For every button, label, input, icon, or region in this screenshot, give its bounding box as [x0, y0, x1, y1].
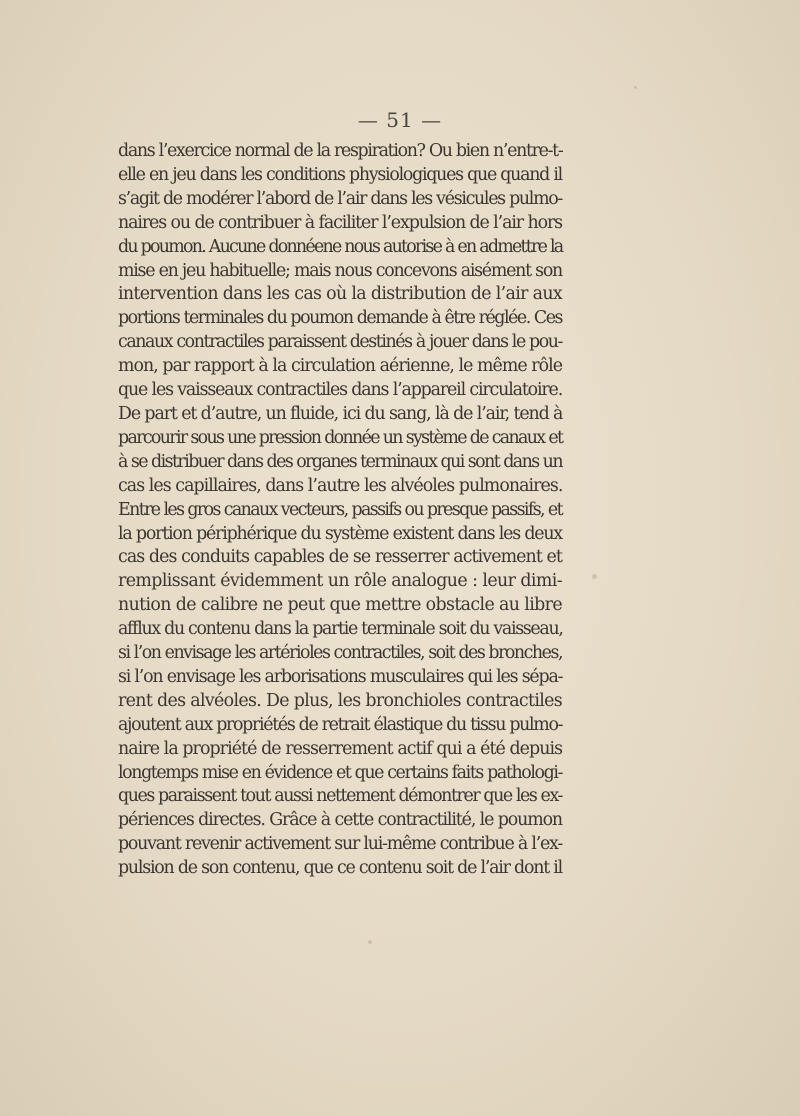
text-line: cas des conduits capables de se resserrer activement et: [118, 547, 562, 568]
text-line: ajoutent aux propriétés de retrait élastique du tissu pulmo-: [118, 714, 563, 735]
text-line: portions terminales du poumon demande à être réglée. Ces: [118, 308, 562, 329]
text-line: à se distribuer dans des organes terminaux qui sont dans un: [118, 451, 562, 472]
paper-stain: [368, 940, 372, 944]
body-text: [118, 140, 562, 881]
text-line: si l’on envisage les artérioles contractiles, soit des bronches,: [118, 643, 562, 664]
text-line: naires ou de contribuer à faciliter l’expulsion de l’air hors: [118, 212, 562, 233]
text-line: pulsion de son contenu, que ce contenu soit de l’air dont il: [118, 858, 562, 879]
text-line: que les vaisseaux contractiles dans l’appareil circulatoire.: [118, 380, 563, 401]
text-line: périences directes. Grâce à cette contractilité, le poumon: [118, 810, 562, 831]
text-line: ques paraissent tout aussi nettement démontrer que les ex-: [118, 786, 562, 807]
text-line: rent des alvéoles. De plus, les bronchioles contractiles: [118, 690, 563, 711]
text-line: naire la propriété de resserrement actif qui a été depuis: [118, 738, 563, 759]
paper-stain: [592, 574, 597, 579]
text-line: pouvant revenir activement sur lui-même contribue à l’ex-: [118, 834, 562, 855]
text-line: s’agit de modérer l’abord de l’air dans les vésicules pulmo-: [118, 188, 562, 209]
text-line: mon, par rapport à la circulation aérienne, le même rôle: [118, 356, 563, 377]
text-line: intervention dans les cas où la distribution de l’air aux: [118, 284, 562, 305]
text-line: mise en jeu habituelle; mais nous concevons aisément son: [118, 260, 562, 281]
text-line: dans l’exercice normal de la respiration? Ou bien n’entre-t-: [118, 141, 563, 161]
text-line: canaux contractiles paraissent destinés à jouer dans le pou-: [118, 332, 562, 353]
text-line: De part et d’autre, un fluide, ici du sang, là de l’air, tend à: [118, 403, 563, 424]
text-line: si l’on envisage les arborisations musculaires qui les sépa-: [118, 666, 563, 687]
text-line: remplissant évidemment un rôle analogue : leur dimi-: [118, 571, 562, 592]
text-line: parcourir sous une pression donnée un système de canaux et: [118, 427, 563, 448]
text-line: longtemps mise en évidence et que certains faits pathologi-: [118, 762, 562, 783]
text-line: la portion périphérique du système existent dans les deux: [118, 523, 562, 544]
text-line: afflux du contenu dans la partie terminale soit du vaisseau,: [118, 619, 563, 640]
text-line: nution de calibre ne peut que mettre obstacle au libre: [118, 595, 562, 616]
text-line: cas les capillaires, dans l’autre les alvéoles pulmonaires.: [118, 475, 563, 496]
text-line: Entre les gros canaux vecteurs, passifs ou presque passifs, et: [118, 499, 562, 520]
text-line: du poumon. Aucune donnéene nous autorise à en admettre la: [118, 236, 563, 257]
paper-stain: [634, 86, 637, 89]
text-line: elle en jeu dans les conditions physiologiques que quand il: [118, 164, 562, 185]
page-number: — 51 —: [357, 108, 443, 132]
